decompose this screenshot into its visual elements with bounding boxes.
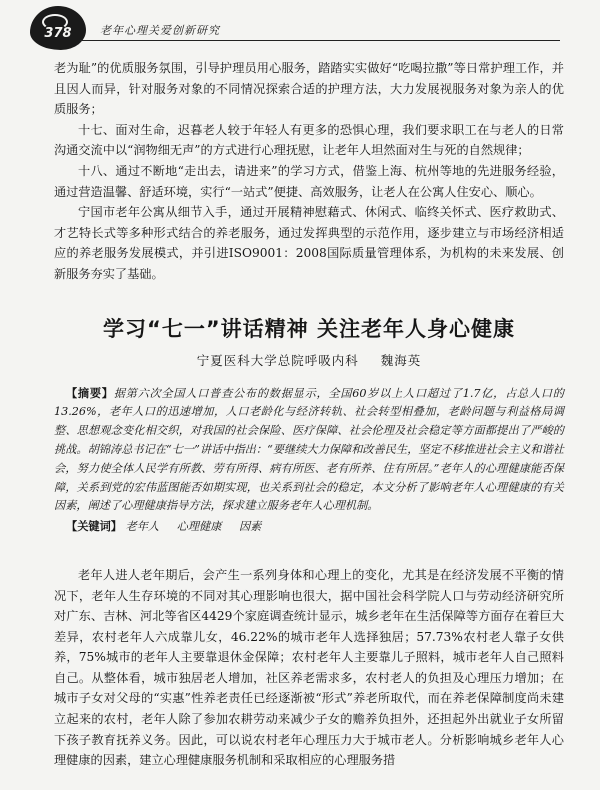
author-name: 魏海英	[380, 352, 422, 368]
keywords-label: 【关键词】	[66, 520, 122, 534]
running-head: 老年心理关爱创新研究	[100, 24, 220, 37]
abstract	[54, 385, 564, 517]
page-content	[54, 58, 564, 771]
body-paragraph: 老年人进人老年期后，会产生一系列身体和心理上的变化，尤其是在经济发展不平衡的情况下，老年人生存环境的不同对其心理影响也很大，据中国社会科学院人口与劳动经济研究所对广东、吉林、河北等省区4429个家庭调查统计显示，城乡老年在生活保障等方面存在着巨大差异，农村老年人六成靠儿女，46.22%的城市老年人选择独居；57.73%农村老人靠子女供养，75%城市的老年人主要靠退休金保障；农村老年人主要靠儿子照料，城市老年人自己照料自己。从整体看，城市独居老人增加，社区养老需求多，农村老人的负担及心理压力增加；在城市子女对父母的“实惠”性养老责任已经逐渐被“形式”养老所取代，而在养老保障制度尚未建立起来的农村，老年人除了参加农耕劳动来减少子女的赡养负担外，还担起外出就业子女所留下孩子教育抚养义务。因此，可以说农村老年心理压力大于城市老人。分析影响城乡老年人心理健康的因素，建立心理健康服务机制和采取相应的心理服务措	[54, 567, 564, 768]
abstract-text: 据第六次全国人口普查公布的数据显示，全国60岁以上人口超过了1.7亿，占总人口的13.26%，老年人口的迅速增加，人口老龄化与经济转轨、社会转型相叠加，老龄问题与利益格局调整、思想观念变化相交织，对我国的社会保险、医疗保障、社会伦理及社会稳定等方面都提出了严峻的挑战。胡锦涛总书记在“七一”讲话中指出：“要继续大力保障和改善民生，坚定不移推进社会主义和谐社会，努力使全体人民学有所教、劳有所得、病有所医、老有所养、住有所居。”老年人的心理健康能否保障，关系到党的宏伟蓝图能否如期实现，也关系到社会的稳定，本文分析了影响老年人心理健康的有关因素，阐述了心理健康指导方法，探求建立服务老年人心理机制。	[54, 386, 564, 513]
prev-paragraph-4: 宁国市老年公寓从细节入手，通过开展精神慰藉式、休闲式、临终关怀式、医疗救助式、才艺特长式等多种形式结合的养老服务，通过发挥典型的示范作用，逐步建立与市场经济相适应的养老服务发展模式，并引进ISO9001：2008国际质量管理体系，为机构的未来发展、创新服务夯实了基础。	[54, 205, 564, 281]
byline	[54, 351, 564, 369]
prev-paragraph-3: 十八、通过不断地“走出去，请进来”的学习方式，借鉴上海、杭州等地的先进服务经验，通过营造温馨、舒适环境，实行“一站式”便捷、高效服务，让老人在公寓人住安心、顺心。	[54, 163, 564, 199]
keyword: 心理健康	[176, 520, 222, 534]
page-number: 378	[44, 26, 72, 41]
author-affiliation: 宁夏医科大学总院呼吸内科	[196, 352, 359, 368]
abstract-label: 【摘要】	[66, 386, 114, 400]
prev-paragraph-1: 老为耻”的优质服务氛围，引导护理员用心服务，踏踏实实做好“吃喝拉撒”等日常护理工作，并且因人而异，针对服务对象的不同情况探索合适的护理方法，大力发展视服务对象为亲人的优质服务；	[54, 61, 564, 117]
keyword: 因素	[238, 520, 262, 534]
page-header	[0, 0, 600, 54]
keywords	[66, 518, 564, 537]
prev-paragraph-2: 十七、面对生命，迟暮老人较于年轻人有更多的恐惧心理，我们要求职工在与老人的日常沟通交流中以“润物细无声”的方式进行心理抚慰，让老年人坦然面对生与死的自然规律；	[54, 122, 564, 158]
article-title: 学习“七一”讲话精神 关注老年人身心健康	[103, 316, 515, 341]
keyword: 老年人	[125, 520, 160, 534]
header-rule	[80, 40, 560, 41]
